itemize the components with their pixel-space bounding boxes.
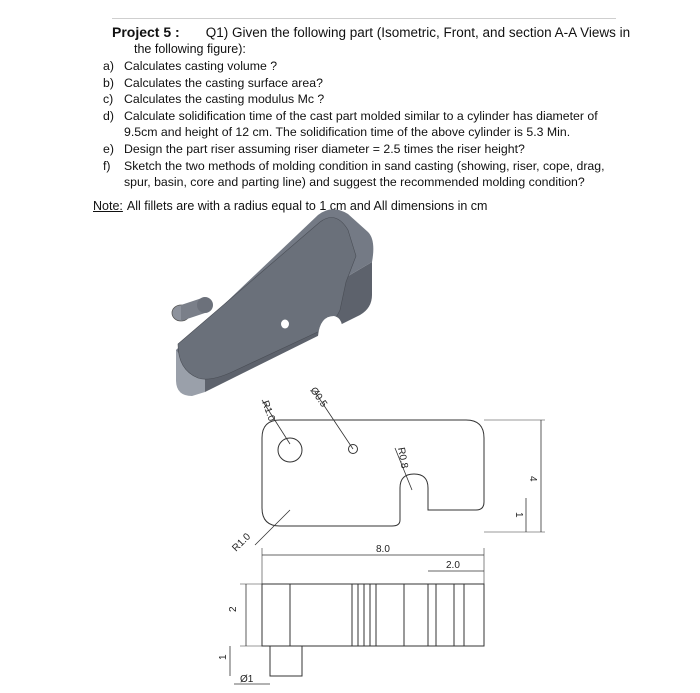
dim-notch-depth: 1	[513, 512, 524, 518]
item-marker: b)	[103, 75, 114, 90]
fillet-circle	[278, 438, 302, 462]
hole	[281, 320, 289, 329]
dim-length: 8.0	[376, 544, 390, 555]
dim-height: 4	[527, 476, 538, 482]
item-marker: a)	[103, 59, 114, 73]
question-text: Q1) Given the following part (Isometric, Front, and section A-A Views in	[205, 25, 631, 40]
boss-cylinder	[172, 297, 213, 321]
item-text: Calculate solidification time of the cast part molded similar to a cylinder has diameter of 9.5cm and height of 12 cm. The solidification time of the above cylinder is 5.3 Min.	[124, 108, 598, 140]
item-text: Calculates the casting modulus Mc ?	[124, 92, 325, 107]
note-label: Note:	[93, 199, 123, 213]
part-outline	[262, 420, 484, 526]
item-marker: f)	[103, 158, 111, 173]
question-text-continued: the following figure):	[134, 42, 246, 56]
item-text: Calculates casting volume ?	[124, 59, 278, 73]
dim-boss-length: 1	[218, 654, 229, 660]
project-title: Project 5 :	[112, 24, 180, 40]
isometric-view	[172, 209, 373, 396]
dim-r-bottom: R1.0	[230, 531, 254, 555]
item-text: Calculates the casting surface area?	[124, 75, 323, 90]
dim-boss-diameter: Ø1	[240, 674, 254, 685]
dim-section-width: 2.0	[446, 560, 460, 571]
item-marker: d)	[103, 108, 114, 123]
item-marker: c)	[103, 92, 114, 107]
item-text: Design the part riser assuming riser diameter = 2.5 times the riser height?	[124, 141, 525, 156]
dim-hole: Ø0.5	[307, 385, 329, 410]
note-text: All fillets are with a radius equal to 1 cm and All dimensions in cm	[126, 199, 488, 213]
dim-thickness: 2	[228, 606, 239, 612]
dim-r-top: R1.0	[259, 399, 277, 423]
item-text: Sketch the two methods of molding condition in sand casting (showing, riser, cope, drag, spur, basin, core and parting line) and suggest the recommended molding condition?	[124, 158, 605, 190]
item-marker: e)	[103, 141, 114, 156]
dim-r-notch: R0.8	[395, 446, 410, 470]
